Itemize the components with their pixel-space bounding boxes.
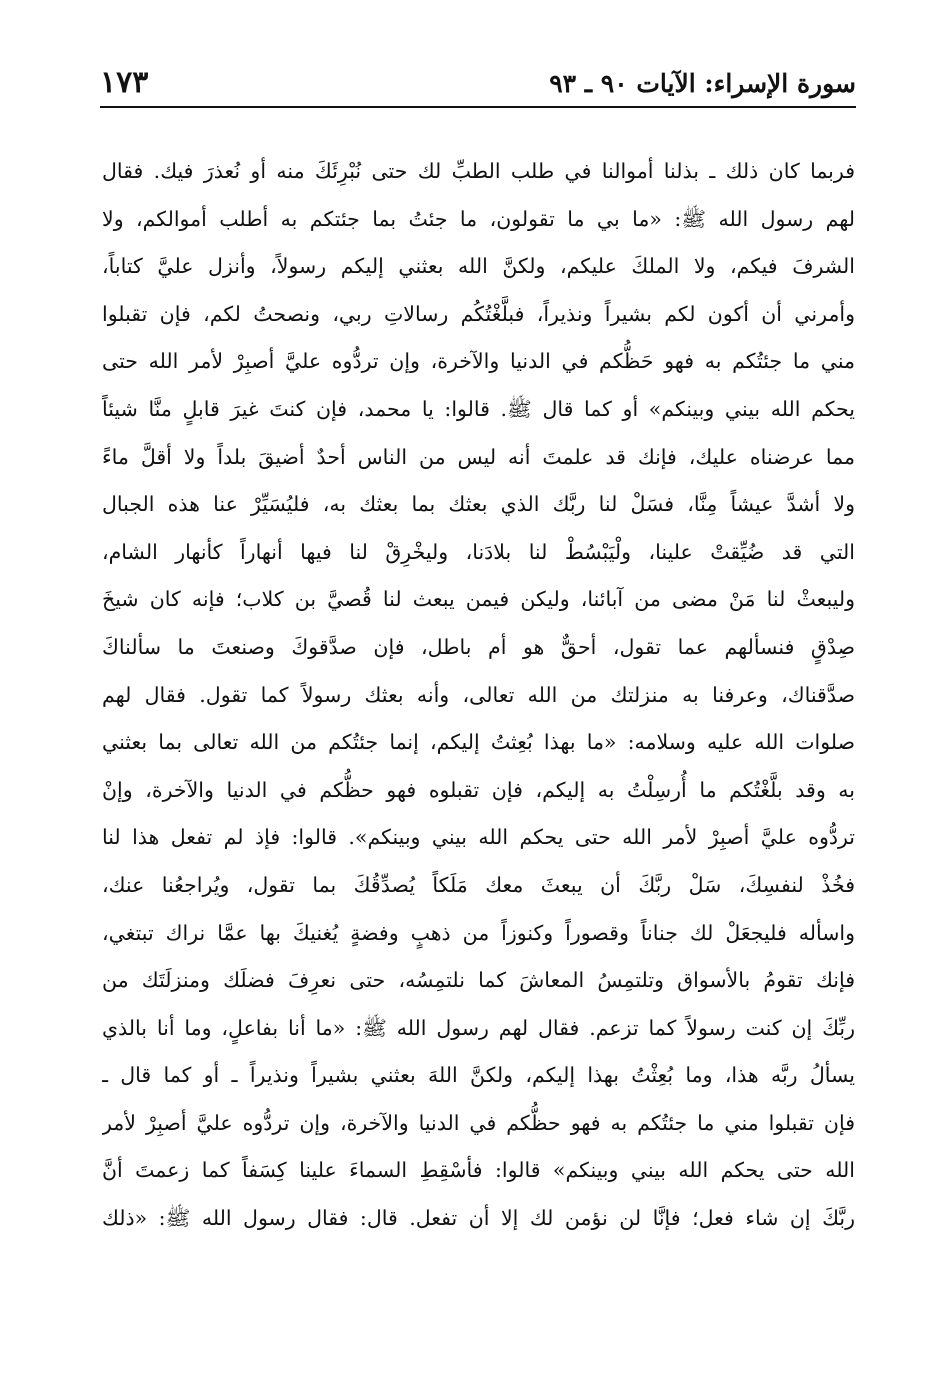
text-line: مني ما جئتُكم به فهو حَظُّكم في الدنيا والآخرة، وإن تردُّوه عليَّ أصبِرْ لأمر الله حتى [102, 349, 855, 374]
header-rule [100, 106, 856, 108]
text-line: فإن تقبلوا مني ما جئتُكم به فهو حظُّكم في الدنيا والآخرة، وإن تردُّوه عليَّ أصبِرْ لأمر [102, 1110, 855, 1135]
text-line: ولا أشدَّ عيشاً مِنَّا، فسَلْ لنا ربَّك الذي بعثك بما بعثك به، فليُسَيِّرْ عنا هذه الجبال [102, 492, 855, 517]
text-line: يسألُ ربَّه هذا، وما بُعِثْتُ بهذا إليكم، ولكنَّ اللهَ بعثني بشيراً ونذيراً ـ أو كما قال ـ [102, 1063, 855, 1088]
text-line: به وقد بلَّغْتُكم ما أُرسِلْتُ به إليكم، فإن تقبلوه فهو حظُّكم في الدنيا والآخرة، وإنْ [102, 777, 855, 802]
text-line: صلوات الله عليه وسلامه: «ما بهذا بُعِثتُ إليكم، إنما جئتُكم من الله تعالى بما بعثني [102, 730, 855, 755]
running-head: سورة الإسراء: الآيات ٩٠ ـ ٩٣ [549, 68, 856, 98]
text-line: تردُّوه عليَّ أصبِرْ لأمر الله حتى يحكم الله بيني وبينكم». قالوا: فإذ لم تفعل هذا لنا [102, 825, 855, 850]
text-line: فخُذْ لنفسِكَ، سَلْ ربَّكَ أن يبعثَ معك مَلَكاً يُصدِّقُكَ بما تقول، ويُراجعُنا عنك، [102, 872, 855, 897]
text-line: وأمرني أن أكون لكم بشيراً ونذيراً، فبلَّغْتُكُم رسالاتِ ربي، ونصحتُ لكم، فإن تقبلوا [102, 301, 855, 326]
text-line: وليبعثْ لنا مَنْ مضى من آبائنا، وليكن فيمن يبعث لنا قُصيَّ بن كلاب؛ فإنه كان شيخَ [102, 587, 855, 612]
text-line: فربما كان ذلك ـ بذلنا أموالنا في طلب الطبِّ لك حتى نُبْرِئَكَ منه أو نُعذرَ فيك. فقال [102, 159, 855, 183]
text-line: ربِّكَ إن كنت رسولاً كما تزعم. فقال لهم رسول الله ﷺ: «ما أنا بفاعلٍ، وما أنا بالذي [102, 1015, 855, 1040]
page-number: ١٧٣ [100, 65, 149, 100]
text-line: مما عرضناه عليك، فإنك قد علمتَ أنه ليس من الناس أحدٌ أضيقَ بلداً ولا أقلَّ ماءً [102, 444, 855, 469]
text-line: لهم رسول الله ﷺ: «ما بي ما تقولون، ما جئتُ بما جئتكم به أطلب أموالكم، ولا [102, 206, 855, 231]
text-line: صدَّقناك، وعرفنا به منزلتك من الله تعالى، وأنه بعثك رسولاً كما تقول. فقال لهم [102, 682, 855, 707]
text-line: يحكم الله بيني وبينكم» أو كما قال ﷺ. قالوا: يا محمد، فإن كنتَ غيرَ قابلٍ منَّا شيئاً [102, 396, 855, 421]
text-line: واسأله فليجعَلْ لك جناناً وقصوراً وكنوزاً من ذهبٍ وفضةٍ يُغنيكَ بها عمَّا نراك تبتغي، [102, 920, 855, 945]
text-line: ربَّكَ إن شاء فعل؛ فإنَّا لن نؤمن لك إلا أن تفعل. قال: فقال رسول الله ﷺ: «ذلك [102, 1206, 855, 1231]
page-header [100, 60, 856, 106]
text-line: الشرفَ فيكم، ولا الملكَ عليكم، ولكنَّ الله بعثني إليكم رسولاً، وأنزل عليَّ كتاباً، [102, 254, 855, 279]
text-line: الله حتى يحكم الله بيني وبينكم» قالوا: فأسْقِطِ السماءَ علينا كِسَفاً كما زعمتَ أنَّ [102, 1158, 855, 1183]
body-text [102, 148, 855, 1243]
text-line: صِدْقٍ فنسألهم عما تقول، أحقٌّ هو أم باطل، فإن صدَّقوكَ وصنعتَ ما سألناكَ [102, 634, 855, 659]
text-line: فإنك تقومُ بالأسواق وتلتمِسُ المعاشَ كما نلتمِسُه، حتى نعرِفَ فضلَك ومنزلَتَك من [102, 968, 855, 993]
text-line: التي قد ضُيِّقتْ علينا، ولْيَبْسُطْ لنا بلادَنا، وليخْرِقْ لنا فيها أنهاراً كأنهار الشام، [102, 539, 855, 564]
